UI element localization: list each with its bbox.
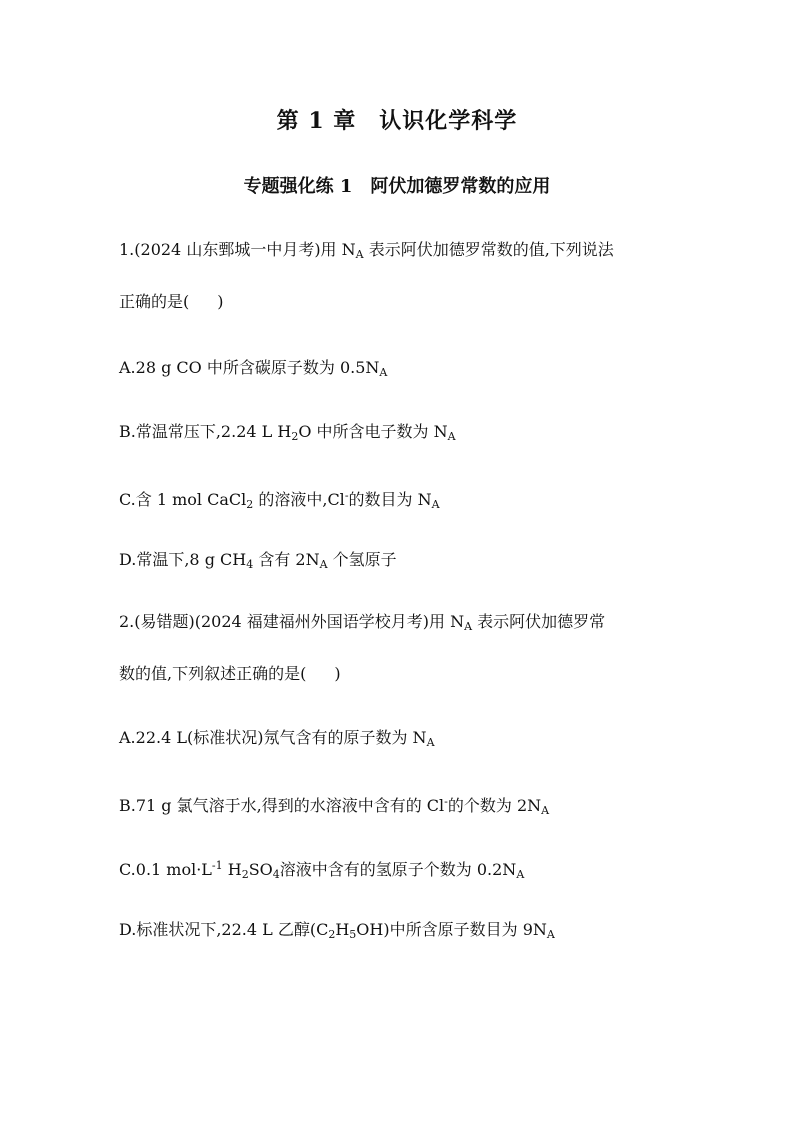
chapter-title: 第 1 章 认识化学科学: [276, 108, 518, 134]
question-2-option-c: C.0.1 $mol\cdot L^{-1}$ $H_2SO_4$溶液中含有的氢原子个数为 $0.2N_A$: [119, 859, 525, 881]
question-2-stem-line-2: 数的值,下列叙述正确的是( ): [119, 664, 341, 683]
question-1-stem-line-2: 正确的是( ): [119, 292, 224, 311]
question-2-stem-line-1: 2.(易错题)(2024 福建福州外国语学校月考)用 $N_A$ 表示阿伏加德罗常: [119, 612, 606, 633]
question-1-stem-line-1: 1.(2024 山东鄄城一中月考)用 $N_A$ 表示阿伏加德罗常数的值,下列说法: [119, 240, 614, 261]
section-title: 专题强化练 1 阿伏加德罗常数的应用: [243, 176, 551, 197]
question-1-option-b: B.常温常压下,2.24 L $H_2O$ 中所含电子数为 $N_A$: [119, 422, 456, 443]
question-2-option-d: D.标准状况下,22.4 L 乙醇$(C_2H_5OH)$中所含原子数目为 $9N_A$: [119, 920, 555, 941]
question-1-option-a: A.28 g CO 中所含碳原子数为 $0.5N_A$: [119, 358, 388, 379]
question-1-option-c: C.含 1 mol CaCl$_2$ 的溶液中,Cl-的数目为 $N_A$: [119, 489, 440, 511]
question-2-option-a: A.22.4 L(标准状况)氖气含有的原子数为 $N_A$: [119, 728, 435, 749]
question-1-option-d: D.常温下,8 g $CH_4$ 含有 $2N_A$ 个氢原子: [119, 550, 397, 571]
question-2-option-b: B.71 g 氯气溶于水,得到的水溶液中含有的 Cl-的个数为 $2N_A$: [119, 795, 550, 817]
